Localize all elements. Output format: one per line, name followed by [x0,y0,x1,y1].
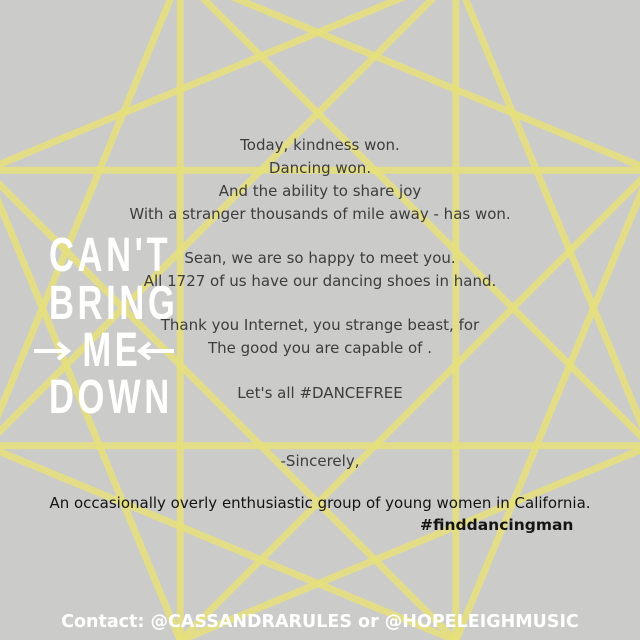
signature-text: An occasionally overly enthusiastic group of young women in California. [49,494,591,512]
message-line-7: Thank you Internet, you strange beast, for [160,316,480,334]
message-line-6: All 1727 of us have our dancing shoes in hand. [143,272,497,290]
message-line-2: Dancing won. [268,159,372,177]
signoff-text: -Sincerely, [280,452,360,470]
message-line-4: With a stranger thousands of mile away - has won. [129,205,511,223]
star-line [180,446,640,640]
logo-me-text: ME [82,324,142,377]
message-line-8: The good you are capable of . [207,339,433,357]
star-line [180,170,640,640]
message-line-5: Sean, we are so happy to meet you. [184,249,456,267]
message-line-3: And the ability to share joy [218,182,422,200]
contact-footer: Contact: @CASSANDRARULES or @HOPELEIGHMUSIC [61,612,579,632]
logo-line-down: DOWN [48,371,173,424]
star-line [0,446,456,640]
message-line-1: Today, kindness won. [240,136,400,154]
logo-line-cant: CAN'T [48,229,172,282]
message-line-9: Let's all #DANCEFREE [237,384,403,402]
hashtag-text: #finddancingman [420,516,574,534]
logo-line-bring: BRING [48,277,179,330]
